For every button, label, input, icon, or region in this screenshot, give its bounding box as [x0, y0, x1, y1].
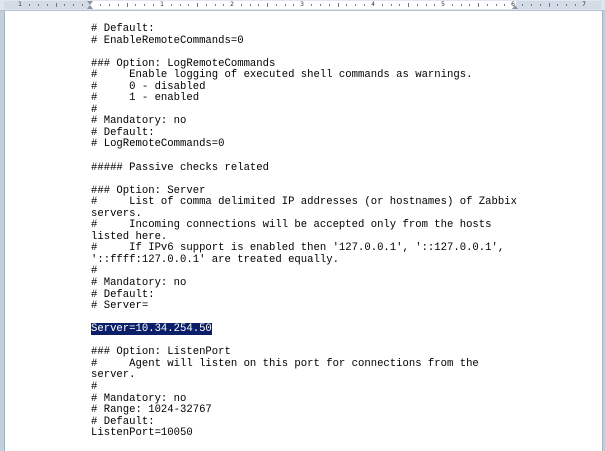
- ruler-tick: [82, 4, 83, 6]
- ruler-tick: [522, 4, 523, 6]
- ruler-tick: [109, 4, 110, 6]
- text-line[interactable]: # Mandatory: no: [91, 392, 187, 405]
- ruler-tick: [461, 4, 462, 6]
- ruler-tick: [417, 4, 418, 6]
- ruler-number: 6: [511, 1, 515, 8]
- text-line[interactable]: # List of comma delimited IP addresses (or hostnames) of Zabbix: [91, 196, 517, 209]
- text-line[interactable]: '::ffff:127.0.0.1' are treated equally.: [91, 253, 339, 266]
- ruler-tick: [285, 4, 286, 6]
- ruler-tick: [135, 4, 136, 6]
- selection-highlight[interactable]: Server=10.34.254.50: [91, 323, 212, 336]
- ruler-number: 1: [18, 1, 22, 8]
- ruler-tick: [329, 4, 330, 6]
- text-line[interactable]: [91, 151, 517, 163]
- text-line[interactable]: # 0 - disabled: [91, 80, 206, 93]
- ruler-number: 3: [300, 1, 304, 8]
- ruler-tick: [557, 4, 558, 6]
- ruler-tick: [293, 4, 294, 6]
- ruler-tick: [215, 4, 216, 6]
- ruler-tick: [64, 4, 65, 6]
- text-line[interactable]: # 1 - enabled: [91, 92, 200, 105]
- ruler-tick: [206, 4, 207, 6]
- ruler-tick: [29, 4, 30, 6]
- text-line[interactable]: server.: [91, 369, 136, 382]
- text-line[interactable]: # Default:: [91, 126, 155, 139]
- ruler-tick: [496, 4, 497, 6]
- text-line[interactable]: # Enable logging of executed shell commands as warnings.: [91, 69, 473, 82]
- text-line[interactable]: # Default:: [91, 415, 155, 428]
- ruler-tick: [391, 4, 392, 6]
- ruler-tick: [382, 4, 383, 6]
- ruler-tick: [531, 4, 532, 6]
- text-line[interactable]: # Mandatory: no: [91, 115, 187, 128]
- ruler-tick: [47, 4, 48, 6]
- text-line[interactable]: ### Option: Server: [91, 184, 206, 197]
- ruler-tick: [434, 4, 435, 6]
- text-line[interactable]: [91, 174, 517, 186]
- ruler-tick: [311, 4, 312, 6]
- ruler-tick: [118, 4, 119, 6]
- ruler-tick: [469, 4, 470, 6]
- text-line[interactable]: listed here.: [91, 230, 168, 243]
- text-line[interactable]: ### Option: ListenPort: [91, 346, 231, 359]
- ruler-tick: [144, 4, 145, 6]
- text-line[interactable]: # Range: 1024-32767: [91, 404, 212, 417]
- ruler-tick: [223, 4, 224, 6]
- ruler-tick: [346, 4, 347, 6]
- text-line[interactable]: # Default:: [91, 288, 155, 301]
- text-line[interactable]: ### Option: LogRemoteCommands: [91, 57, 276, 70]
- ruler-tick: [267, 3, 268, 7]
- text-line[interactable]: # If IPv6 support is enabled then '127.0.0.1', '::127.0.0.1',: [91, 242, 505, 255]
- text-line[interactable]: # LogRemoteCommands=0: [91, 138, 225, 151]
- ruler-tick: [100, 4, 101, 6]
- ruler-number: 7: [582, 1, 586, 8]
- ruler-tick: [408, 3, 409, 7]
- text-line[interactable]: #: [91, 380, 98, 393]
- ruler-tick: [355, 4, 356, 6]
- text-line[interactable]: # EnableRemoteCommands=0: [91, 34, 244, 47]
- text-line[interactable]: #: [91, 265, 98, 278]
- ruler-tick: [56, 3, 57, 7]
- hanging-indent-marker[interactable]: [87, 5, 93, 9]
- selected-line[interactable]: [91, 324, 517, 336]
- ruler-tick: [504, 4, 505, 6]
- text-line[interactable]: # Incoming connections will be accepted only from the hosts: [91, 219, 492, 232]
- ruler-tick: [276, 4, 277, 6]
- ruler-tick: [188, 4, 189, 6]
- ruler-tick: [338, 3, 339, 7]
- ruler-tick: [38, 4, 39, 6]
- ruler-tick: [364, 4, 365, 6]
- ruler-tick: [487, 4, 488, 6]
- ruler-number: 2: [230, 1, 234, 8]
- text-line[interactable]: [91, 47, 517, 59]
- ruler-tick: [250, 4, 251, 6]
- text-line[interactable]: # Server=: [91, 300, 149, 313]
- ruler-tick: [153, 4, 154, 6]
- ruler-right-margin: [516, 1, 601, 9]
- ruler-number: 5: [441, 1, 445, 8]
- ruler-tick: [540, 4, 541, 6]
- document-text[interactable]: [91, 24, 517, 440]
- text-line[interactable]: ListenPort=10050: [91, 427, 193, 440]
- ruler-tick: [399, 4, 400, 6]
- ruler-tick: [241, 4, 242, 6]
- ruler-tick: [426, 4, 427, 6]
- ruler-tick: [127, 3, 128, 7]
- ruler-tick: [197, 3, 198, 7]
- ruler-tick: [566, 4, 567, 6]
- ruler-tick: [478, 3, 479, 7]
- ruler-tick: [549, 3, 550, 7]
- ruler-tick: [452, 4, 453, 6]
- text-line[interactable]: # Mandatory: no: [91, 277, 187, 290]
- ruler-tick: [258, 4, 259, 6]
- text-line[interactable]: # Agent will listen on this port for connections from the: [91, 357, 479, 370]
- text-line[interactable]: #: [91, 103, 98, 116]
- text-line[interactable]: ##### Passive checks related: [91, 161, 270, 174]
- document-page[interactable]: [4, 11, 603, 451]
- horizontal-ruler[interactable]: [0, 0, 605, 11]
- ruler-number: 1: [160, 1, 164, 8]
- ruler-number: 4: [371, 1, 375, 8]
- text-line[interactable]: # Default:: [91, 23, 155, 35]
- text-line[interactable]: servers.: [91, 207, 142, 220]
- ruler-tick: [171, 4, 172, 6]
- ruler-tick: [73, 4, 74, 6]
- ruler-tick: [180, 4, 181, 6]
- ruler-tick: [575, 4, 576, 6]
- ruler-tick: [320, 4, 321, 6]
